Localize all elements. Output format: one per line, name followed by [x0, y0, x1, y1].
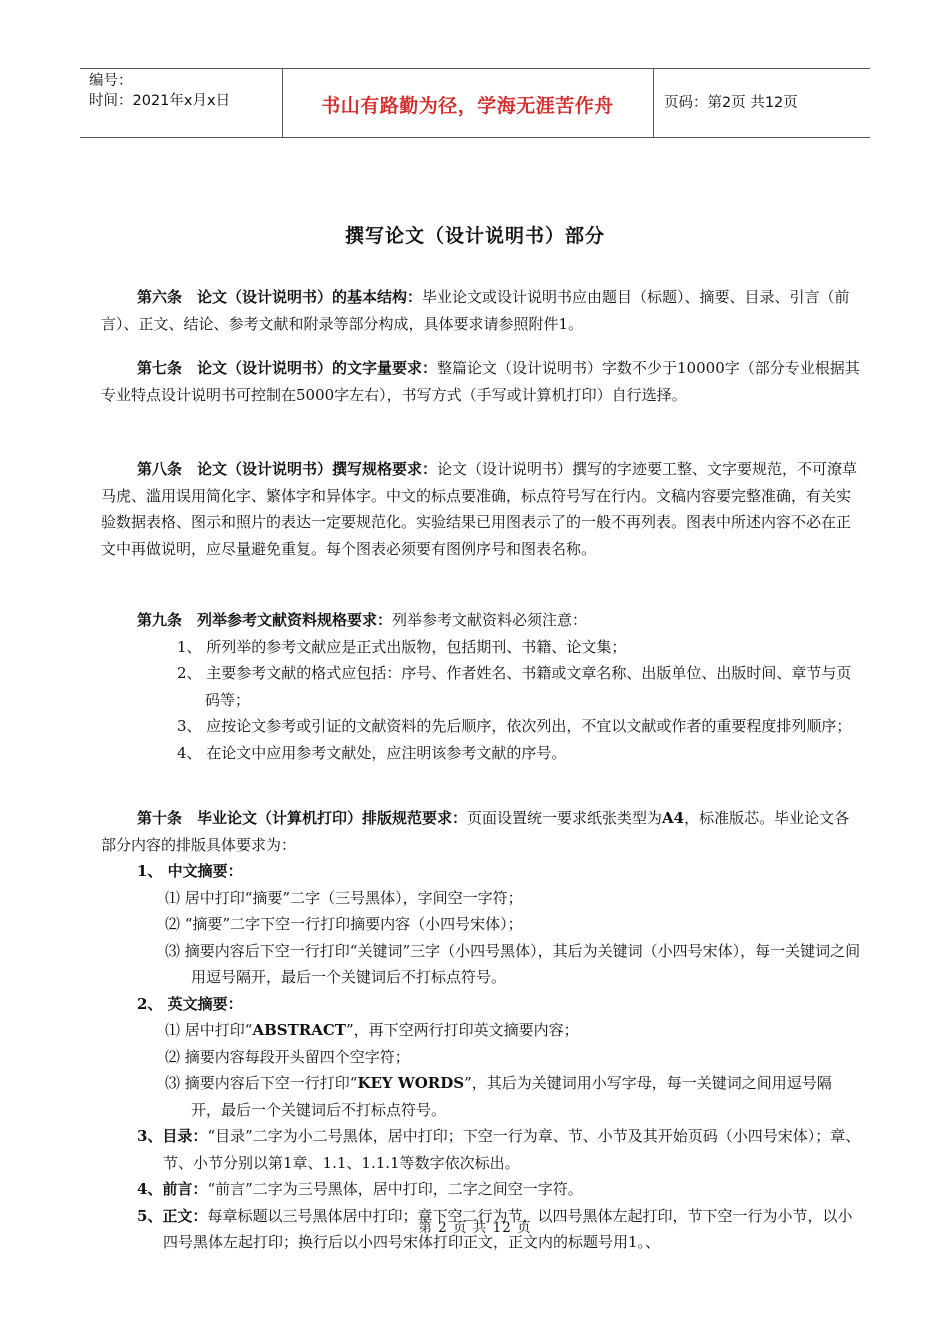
abstract-keyword: ABSTRACT [252, 1021, 346, 1039]
abstract-item-text: ”，再下空两行打印英文摘要内容； [345, 1021, 579, 1039]
article-7-body: 整篇论文（设计说明书）字数不少于10000字（部分专业根据其专业特点设计说明书可控制在5000字左右），书写方式（手写或计算机打印）自行选择。 [101, 359, 860, 404]
section-5-body: 每章标题以三号黑体居中打印；章下空二行为节，以四号黑体左起打印，节下空一行为小节，以小四号黑体左起打印；换行后以小四号宋体打印正文，正文内的标题号用1。、 [163, 1206, 853, 1251]
article-8-heading: 第八条 论文（设计说明书）撰写规格要求： [137, 460, 438, 478]
list-item: ⑴ 居中打印“摘要”二字（三号黑体），字间空一字符； [165, 888, 523, 907]
article-9-heading: 第九条 列举参考文献资料规格要求： [137, 611, 393, 629]
list-item: 1、 所列举的参考文献应是正式出版物，包括期刊、书籍、论文集； [177, 637, 627, 656]
header-middle-cell [282, 69, 654, 137]
section-1-heading: 1、 中文摘要： [137, 862, 243, 880]
serial-label: 编号： [89, 73, 133, 89]
document-title: 撰写论文（设计说明书）部分 [344, 225, 605, 247]
article-10 [101, 805, 861, 1256]
date-text: 时间：2021年x月x日 [89, 93, 231, 109]
section-3 [101, 1123, 861, 1176]
article-7 [101, 355, 861, 408]
keywords-item-text: ⑶ 摘要内容后下空一行打印“ [165, 1074, 358, 1092]
list-item [101, 1070, 861, 1123]
article-9 [101, 607, 861, 766]
article-8 [101, 456, 861, 562]
section-4-body: “前言”二字为三号黑体，居中打印，二字之间空一字符。 [207, 1180, 583, 1198]
list-item: ⑵ 摘要内容每段开头留四个空字符； [165, 1047, 410, 1066]
page-footer: 第 2 页 共 12 页 [418, 1220, 532, 1236]
keywords-term: KEY WORDS [357, 1074, 465, 1092]
article-10-body-a: 页面设置统一要求纸张类型为 [467, 809, 663, 827]
abstract-item-text: ⑴ 居中打印“ [165, 1021, 253, 1039]
list-item: 2、 主要参考文献的格式应包括：序号、作者姓名、书籍或文章名称、出版单位、出版时间、章节与页码等； [177, 664, 852, 709]
article-10-body-c: ，标准版芯。毕业论文各部分内容的排版具体要求为： [101, 809, 850, 854]
header-right-cell [653, 69, 870, 137]
section-4-heading: 4、前言： [137, 1180, 208, 1198]
article-6-heading: 第六条 论文（设计说明书）的基本结构： [137, 288, 423, 306]
article-9-body: 列举参考文献资料必须注意： [392, 611, 588, 629]
section-3-body: “目录”二字为小二号黑体，居中打印；下空一行为章、节、小节及其开始页码（小四号宋体）；章、节、小节分别以第1章、1.1、1.1.1等数字依次标出。 [163, 1127, 861, 1172]
article-10-heading: 第十条 毕业论文（计算机打印）排版规范要求： [137, 809, 468, 827]
list-item: ⑵ “摘要”二字下空一行打印摘要内容（小四号宋体）； [165, 915, 523, 933]
section-5-heading: 5、正文： [137, 1206, 208, 1225]
section-2-heading: 2、 英文摘要： [137, 994, 243, 1013]
article-7-heading: 第七条 论文（设计说明书）的文字量要求： [137, 359, 438, 377]
article-6-body: 毕业论文或设计说明书应由题目（标题）、摘要、目录、引言（前言）、正文、结论、参考文献和附录等部分构成，具体要求请参照附件1。 [101, 288, 850, 333]
list-item: ⑶ 摘要内容后下空一行打印“关键词”三字（小四号黑体），其后为关键词（小四号宋体），每一关键词之间用逗号隔开，最后一个关键词后不打标点符号。 [165, 941, 861, 986]
article-8-body: 论文（设计说明书）撰写的字迹要工整、文字要规范，不可潦草马虎、滥用误用简化字、繁体字和异体字。中文的标点要准确，标点符号写在行内。文稿内容要完整准确，有关实验数据表格、图示和照片的表达一定要规范化。实验结果已用图表示了的一般不再列表。图表中所述内容不必在正文中再做说明，应尽量避免重复。每个图表必须要有图例序号和图表名称。 [101, 460, 858, 558]
list-item [101, 1017, 861, 1044]
list-item: 4、 在论文中应用参考文献处，应注明该参考文献的序号。 [177, 743, 567, 762]
motto-text: 书山有路勤为径，学海无涯苦作舟 [321, 95, 614, 117]
keywords-item-text: ”，其后为关键词用小写字母，每一关键词之间用逗号隔开，最后一个关键词后不打标点符号。 [191, 1074, 832, 1119]
page-info: 页码：第2页 共12页 [664, 95, 798, 111]
section-4 [101, 1176, 861, 1203]
header-left-cell [80, 69, 283, 137]
paper-size: A4 [662, 809, 685, 827]
section-3-heading: 3、目录： [137, 1127, 208, 1145]
header-table [80, 68, 870, 138]
article-6 [101, 284, 861, 337]
list-item: 3、 应按论文参考或引证的文献资料的先后顺序，依次列出，不宜以文献或作者的重要程度排列顺序； [177, 717, 852, 735]
